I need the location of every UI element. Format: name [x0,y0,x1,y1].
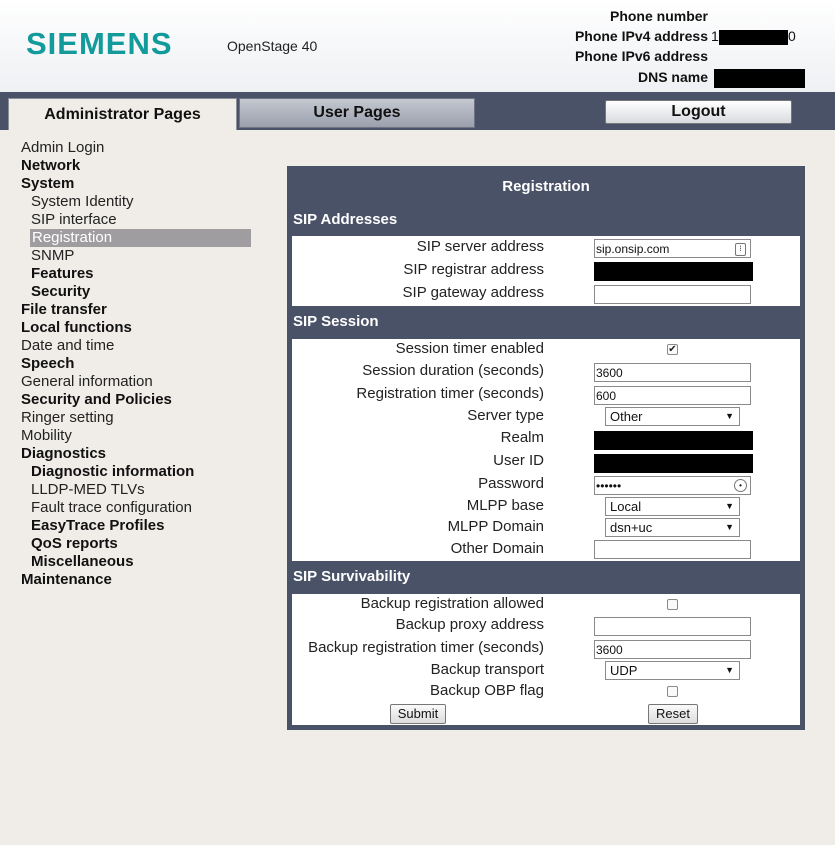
user-id-label: User ID [493,452,544,469]
nav-fault-trace-configuration[interactable]: Fault trace configuration [31,499,192,516]
backup-proxy-input[interactable] [594,617,751,636]
mlpp-domain-label: MLPP Domain [447,518,544,535]
reset-button[interactable]: Reset [648,704,698,724]
nav-lldp-med-tlvs[interactable]: LLDP-MED TLVs [31,481,145,498]
backup-timer-input[interactable]: 3600 [594,640,751,659]
backup-obp-checkbox[interactable] [667,686,678,697]
password-label: Password [478,475,544,492]
dns-label: DNS name [637,69,708,85]
backup-allowed-label: Backup registration allowed [360,595,544,612]
nav-qos-reports[interactable]: QoS reports [31,535,118,552]
backup-transport-select[interactable] [605,661,740,680]
nav-maintenance[interactable]: Maintenance [21,571,112,588]
nav-network[interactable]: Network [21,157,81,174]
sip-gateway-input[interactable] [594,285,751,304]
sip-registrar-label: SIP registrar address [403,261,544,278]
realm-input-redacted[interactable] [594,431,753,450]
nav-mobility[interactable]: Mobility [21,427,72,444]
nav-admin-login[interactable]: Admin Login [21,139,105,156]
chevron-down-icon: ▼ [725,411,734,421]
nav-easytrace-profiles[interactable]: EasyTrace Profiles [31,517,165,534]
session-duration-label: Session duration (seconds) [362,362,544,379]
server-type-value: Other [610,409,643,424]
siemens-logo: SIEMENS [26,26,173,61]
logout-button[interactable]: Logout [605,100,792,124]
sip-session-heading: SIP Session [293,313,379,330]
tab-administrator-pages[interactable]: Administrator Pages [8,98,237,130]
header [0,0,835,92]
registration-panel [287,166,805,730]
chevron-down-icon: ▼ [725,665,734,675]
sip-session-section [292,339,800,561]
sip-server-label: SIP server address [416,238,544,255]
registration-timer-input[interactable]: 600 [594,386,751,405]
mlpp-domain-value: dsn+uc [610,520,653,535]
nav-sip-interface[interactable]: SIP interface [31,211,117,228]
nav-system[interactable]: System [21,175,75,192]
nav-security[interactable]: Security [31,283,91,300]
nav-security-and-policies[interactable]: Security and Policies [21,391,172,408]
nav-features[interactable]: Features [31,265,94,282]
dns-redacted [714,69,805,88]
nav-general-information[interactable]: General information [21,373,153,390]
ipv4-label: Phone IPv4 address [574,28,708,44]
mlpp-domain-select[interactable] [605,518,740,537]
chevron-down-icon: ▼ [725,522,734,532]
backup-transport-label: Backup transport [430,661,544,678]
nav-registration[interactable]: Registration [30,229,251,247]
nav-date-and-time[interactable]: Date and time [21,337,115,354]
mlpp-base-label: MLPP base [466,497,544,514]
realm-label: Realm [500,429,544,446]
nav-miscellaneous[interactable]: Miscellaneous [31,553,134,570]
server-type-label: Server type [467,407,544,424]
mlpp-base-select[interactable] [605,497,740,516]
submit-button[interactable]: Submit [390,704,446,724]
sip-registrar-input-redacted[interactable] [594,262,753,281]
autofill-icon[interactable]: ⁝ [735,243,746,256]
registration-timer-label: Registration timer (seconds) [356,385,544,402]
chevron-down-icon: ▼ [725,501,734,511]
nav-diagnostics[interactable]: Diagnostics [21,445,107,462]
tab-bar [0,92,835,130]
sip-addresses-section [292,236,800,306]
tab-user-pages[interactable]: User Pages [239,98,475,128]
key-icon[interactable]: • [734,479,747,492]
server-type-select[interactable] [605,407,740,426]
sip-survivability-section [292,594,800,725]
nav-system-identity[interactable]: System Identity [31,193,134,210]
sip-server-value: sip.onsip.com [596,242,670,256]
nav-speech[interactable]: Speech [21,355,75,372]
password-value: •••••• [596,479,622,493]
other-domain-label: Other Domain [450,540,544,557]
backup-obp-label: Backup OBP flag [430,682,544,699]
session-timer-label: Session timer enabled [395,340,544,357]
nav-file-transfer[interactable]: File transfer [21,301,107,318]
nav-diagnostic-information[interactable]: Diagnostic information [31,463,195,480]
phone-model: OpenStage 40 [227,38,318,54]
nav-snmp[interactable]: SNMP [31,247,75,264]
phone-number-label: Phone number [609,8,708,24]
panel-title: Registration [502,178,590,195]
backup-transport-value: UDP [610,663,638,678]
mlpp-base-value: Local [610,499,642,514]
backup-allowed-checkbox[interactable] [667,599,678,610]
sip-gateway-label: SIP gateway address [402,284,544,301]
backup-timer-label: Backup registration timer (seconds) [308,639,544,656]
nav-ringer-setting[interactable]: Ringer setting [21,409,114,426]
password-input[interactable] [594,476,751,495]
user-id-input-redacted[interactable] [594,454,753,473]
ipv4-suffix: 0 [788,28,796,44]
session-timer-checkbox[interactable]: ✔ [668,344,677,355]
ipv4-prefix: 1 [711,28,719,44]
sip-server-input[interactable] [594,239,751,258]
backup-proxy-label: Backup proxy address [395,616,544,633]
other-domain-input[interactable] [594,540,751,559]
ipv6-label: Phone IPv6 address [574,48,708,64]
sip-addresses-heading: SIP Addresses [293,211,398,228]
ipv4-redacted [719,30,788,45]
session-duration-input[interactable]: 3600 [594,363,751,382]
nav-local-functions[interactable]: Local functions [21,319,132,336]
sip-survivability-heading: SIP Survivability [293,568,411,585]
